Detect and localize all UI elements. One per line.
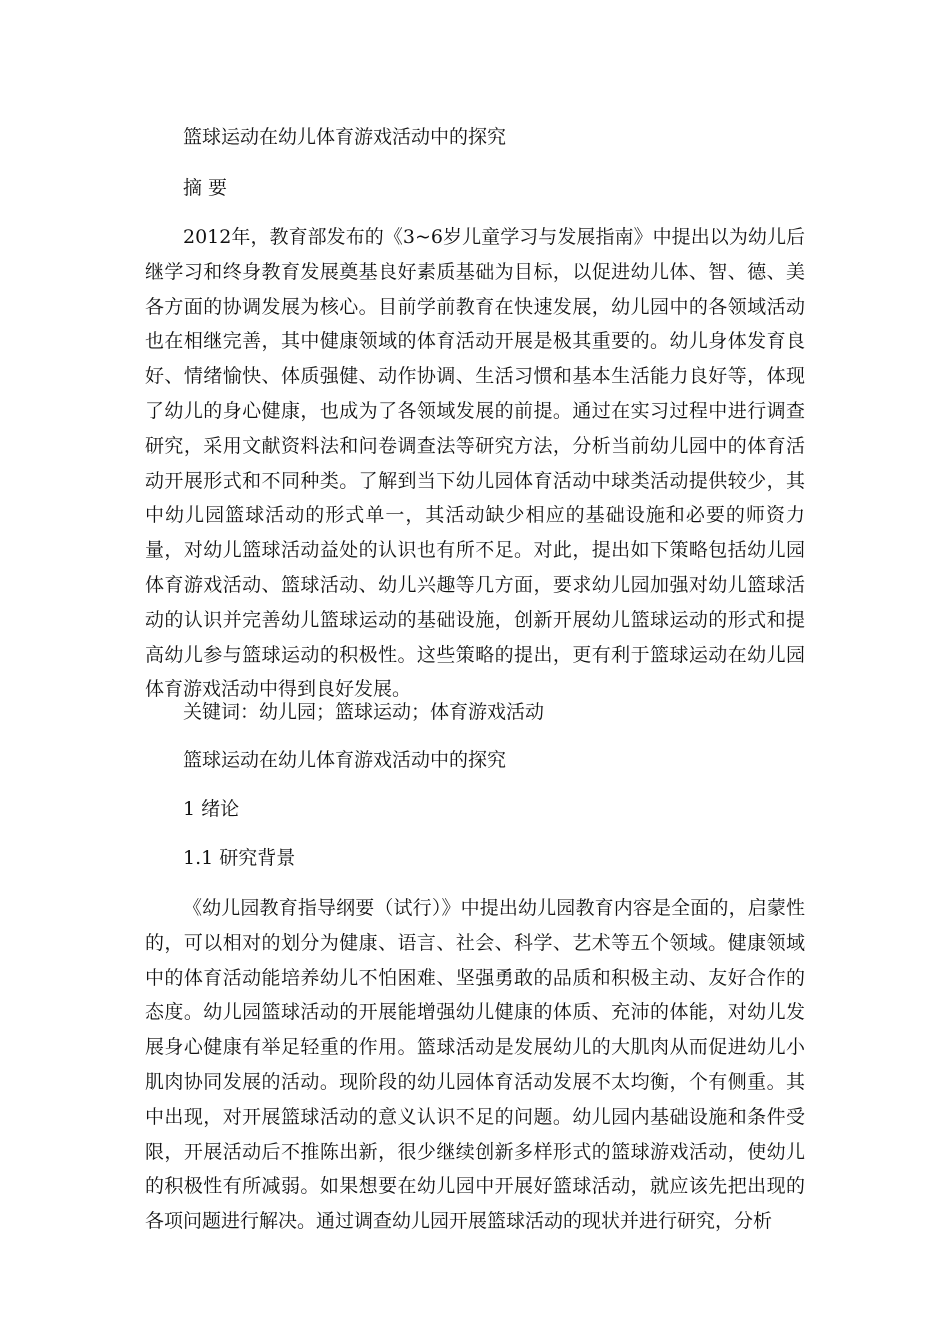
section-heading-1-1: 1.1 研究背景 — [183, 847, 296, 869]
keywords-line: 关键词：幼儿园；篮球运动；体育游戏活动 — [183, 701, 545, 723]
document-title: 篮球运动在幼儿体育游戏活动中的探究 — [183, 126, 507, 148]
abstract-heading: 摘 要 — [183, 177, 228, 199]
abstract-paragraph: 2012年，教育部发布的《3~6岁儿童学习与发展指南》中提出以为幼儿后继学习和终身教育发展奠基良好素质基础为目标，以促进幼儿体、智、德、美各方面的协调发展为核心。目前学前教育在快速发展，幼儿园中的各领域活动也在相继完善，其中健康领域的体育活动开展是极其重要的。幼儿身体发育良好、情绪愉快、体质强健、动作协调、生活习惯和基本生活能力良好等，体现了幼儿的身心健康，也成为了各领域发展的前提。通过在实习过程中进行调查研究，采用文献资料法和问卷调查法等研究方法，分析当前幼儿园中的体育活动开展形式和不同种类。了解到当下幼儿园体育活动中球类活动提供较少，其中幼儿园篮球活动的形式单一，其活动缺少相应的基础设施和必要的师资力量，对幼儿篮球活动益处的认识也有所不足。对此，提出如下策略包括幼儿园体育游戏活动、篮球活动、幼儿兴趣等几方面，要求幼儿园加强对幼儿篮球活动的认识并完善幼儿篮球运动的基础设施，创新开展幼儿篮球运动的形式和提高幼儿参与篮球运动的积极性。这些策略的提出，更有利于篮球运动在幼儿园体育游戏活动中得到良好发展。 — [145, 226, 805, 701]
body-paragraph: 《幼儿园教育指导纲要（试行）》中提出幼儿园教育内容是全面的，启蒙性的，可以相对的划分为健康、语言、社会、科学、艺术等五个领域。健康领域中的体育活动能培养幼儿不怕困难、坚强勇敢的品质和积极主动、友好合作的态度。幼儿园篮球活动的开展能增强幼儿健康的体质、充沛的体能，对幼儿发展身心健康有举足轻重的作用。篮球活动是发展幼儿的大肌肉从而促进幼儿小肌肉协同发展的活动。现阶段的幼儿园体育活动发展不太均衡，个有侧重。其中出现，对开展篮球活动的意义认识不足的问题。幼儿园内基础设施和条件受限，开展活动后不推陈出新，很少继续创新多样形式的篮球游戏活动，使幼儿的积极性有所减弱。如果想要在幼儿园中开展好篮球活动，就应该先把出现的各项问题进行解决。通过调查幼儿园开展篮球活动的现状并进行研究，分析 — [145, 897, 805, 1233]
title-repeat: 篮球运动在幼儿体育游戏活动中的探究 — [183, 749, 507, 771]
section-heading-1: 1 绪论 — [183, 798, 240, 820]
